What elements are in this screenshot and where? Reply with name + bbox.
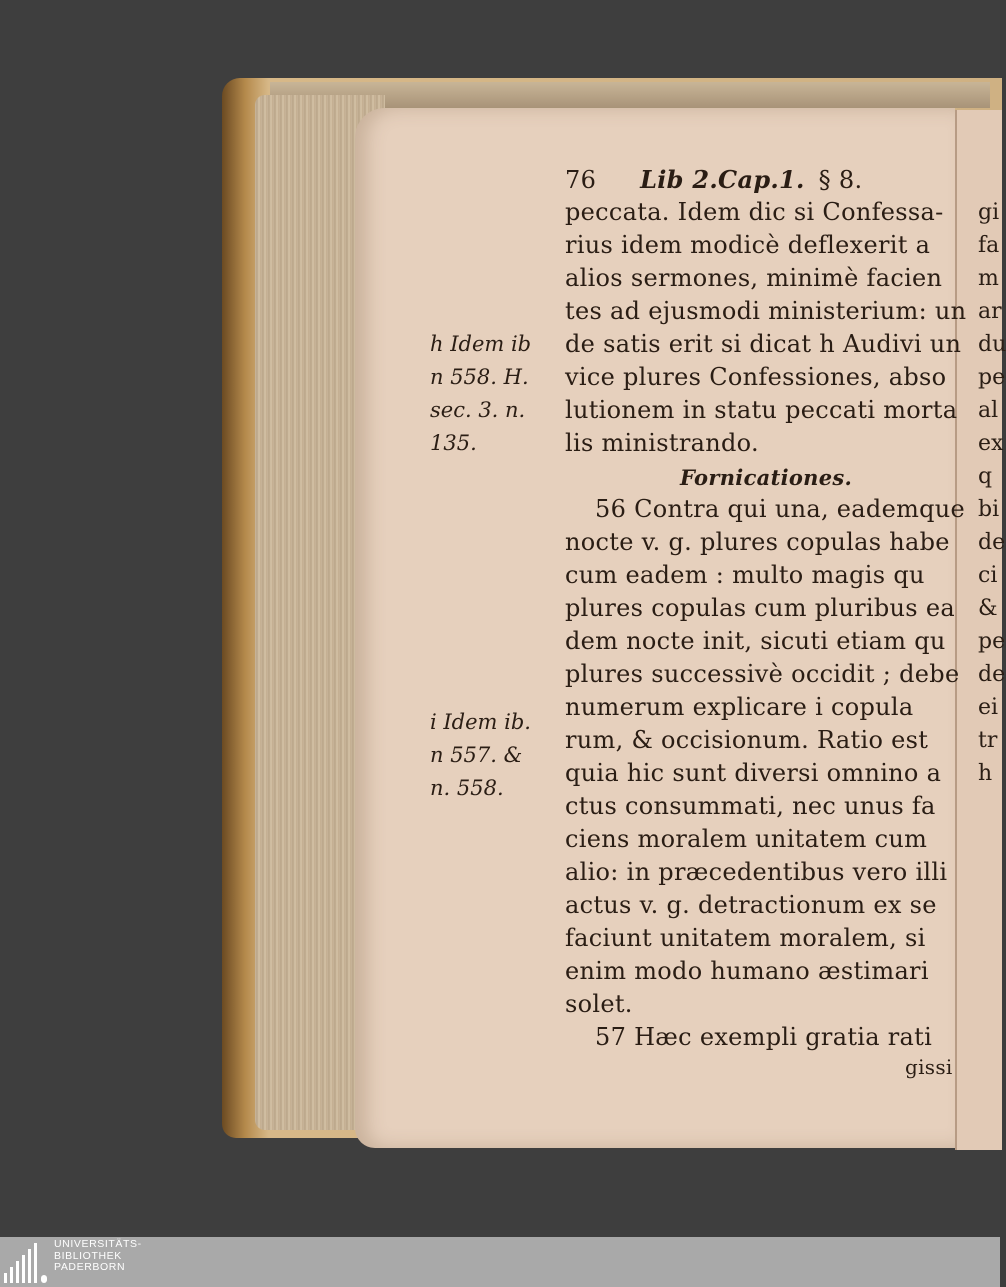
next-page-fragment: pe bbox=[978, 365, 1006, 390]
text-line: alio: in præcedentibus vero illi bbox=[565, 858, 948, 886]
text-line: solet. bbox=[565, 990, 633, 1018]
margin-note: sec. 3. n. bbox=[430, 398, 526, 422]
text-line: faciunt unitatem moralem, si bbox=[565, 924, 926, 952]
next-page-text bbox=[978, 195, 1006, 1095]
text-line: 56 Contra qui una, eademque bbox=[595, 495, 966, 523]
next-page-fragment: de bbox=[978, 530, 1006, 555]
next-page-fragment: fa bbox=[978, 233, 1000, 258]
text-line: dem nocte init, sicuti etiam qu bbox=[565, 627, 946, 655]
book-chapter: Lib 2.Cap.1. bbox=[640, 165, 805, 194]
text-line: lutionem in statu peccati morta bbox=[565, 396, 958, 424]
next-page-fragment: du bbox=[978, 332, 1006, 357]
margin-note: i Idem ib. bbox=[430, 710, 531, 734]
text-line: rum, & occisionum. Ratio est bbox=[565, 726, 929, 754]
next-page-fragment: gi bbox=[978, 200, 1000, 225]
next-page-fragment: ar bbox=[978, 299, 1002, 324]
library-logo-text bbox=[54, 1239, 174, 1274]
logo-line: PADERBORN bbox=[54, 1261, 126, 1273]
text-line: ctus consummati, nec unus fa bbox=[565, 792, 936, 820]
text-line: nocte v. g. plures copulas habe bbox=[565, 528, 950, 556]
margin-note: n. 558. bbox=[430, 776, 504, 800]
text-line: actus v. g. detractionum ex se bbox=[565, 891, 937, 919]
margin-note: n 558. H. bbox=[430, 365, 529, 389]
text-line: tes ad ejusmodi ministerium: un bbox=[565, 297, 967, 325]
page-text bbox=[565, 165, 967, 1051]
next-page-fragment: ei bbox=[978, 695, 999, 720]
section-mark: § 8. bbox=[818, 166, 863, 194]
next-page-fragment: m bbox=[978, 266, 999, 291]
text-line: rius idem modicè deflexerit a bbox=[565, 231, 931, 259]
margin-notes bbox=[430, 320, 565, 800]
logo-line: BIBLIOTHEK bbox=[54, 1249, 122, 1262]
text-line: peccata. Idem dic si Confessa- bbox=[565, 198, 944, 226]
text-line: numerum explicare i copula bbox=[565, 693, 914, 721]
text-line: plures copulas cum pluribus ea bbox=[565, 594, 955, 622]
section-heading: Fornicationes. bbox=[680, 465, 853, 490]
next-page-fragment: q bbox=[978, 464, 993, 489]
next-page-fragment: ci bbox=[978, 563, 998, 588]
text-line: enim modo humano æstimari bbox=[565, 957, 929, 985]
library-logo-icon bbox=[4, 1241, 50, 1283]
next-page-fragment: & bbox=[978, 596, 998, 621]
margin-note: n 557. & bbox=[430, 743, 523, 767]
next-page-fragment: tr bbox=[978, 728, 998, 753]
next-page-fragment: al bbox=[978, 398, 999, 423]
next-page-fragment: de bbox=[978, 662, 1006, 687]
page-number: 76 bbox=[565, 166, 597, 194]
next-page-fragment: h bbox=[978, 761, 993, 786]
running-header bbox=[565, 165, 862, 194]
next-page-fragment: pe bbox=[978, 629, 1006, 654]
text-line: ciens moralem unitatem cum bbox=[565, 825, 928, 853]
text-line: plures successivè occidit ; debe bbox=[565, 660, 960, 688]
text-line: vice plures Confessiones, abso bbox=[565, 363, 947, 391]
next-page-fragment: ex bbox=[978, 431, 1004, 456]
next-page-fragment: bi bbox=[978, 497, 1000, 522]
text-line: 57 Hæc exempli gratia rati bbox=[595, 1023, 933, 1051]
margin-note: 135. bbox=[430, 431, 477, 455]
footer-bar bbox=[0, 1237, 1000, 1287]
logo-line: UNIVERSITÄTS- bbox=[54, 1238, 142, 1250]
text-line: cum eadem : multo magis qu bbox=[565, 561, 925, 589]
text-line-catchword: gissi bbox=[905, 1055, 953, 1079]
text-line: de satis erit si dicat h Audivi un bbox=[565, 330, 962, 358]
text-line: quia hic sunt diversi omnino a bbox=[565, 759, 942, 787]
text-line: alios sermones, minimè facien bbox=[565, 264, 943, 292]
margin-note: h Idem ib bbox=[430, 332, 532, 356]
text-line: lis ministrando. bbox=[565, 429, 759, 457]
